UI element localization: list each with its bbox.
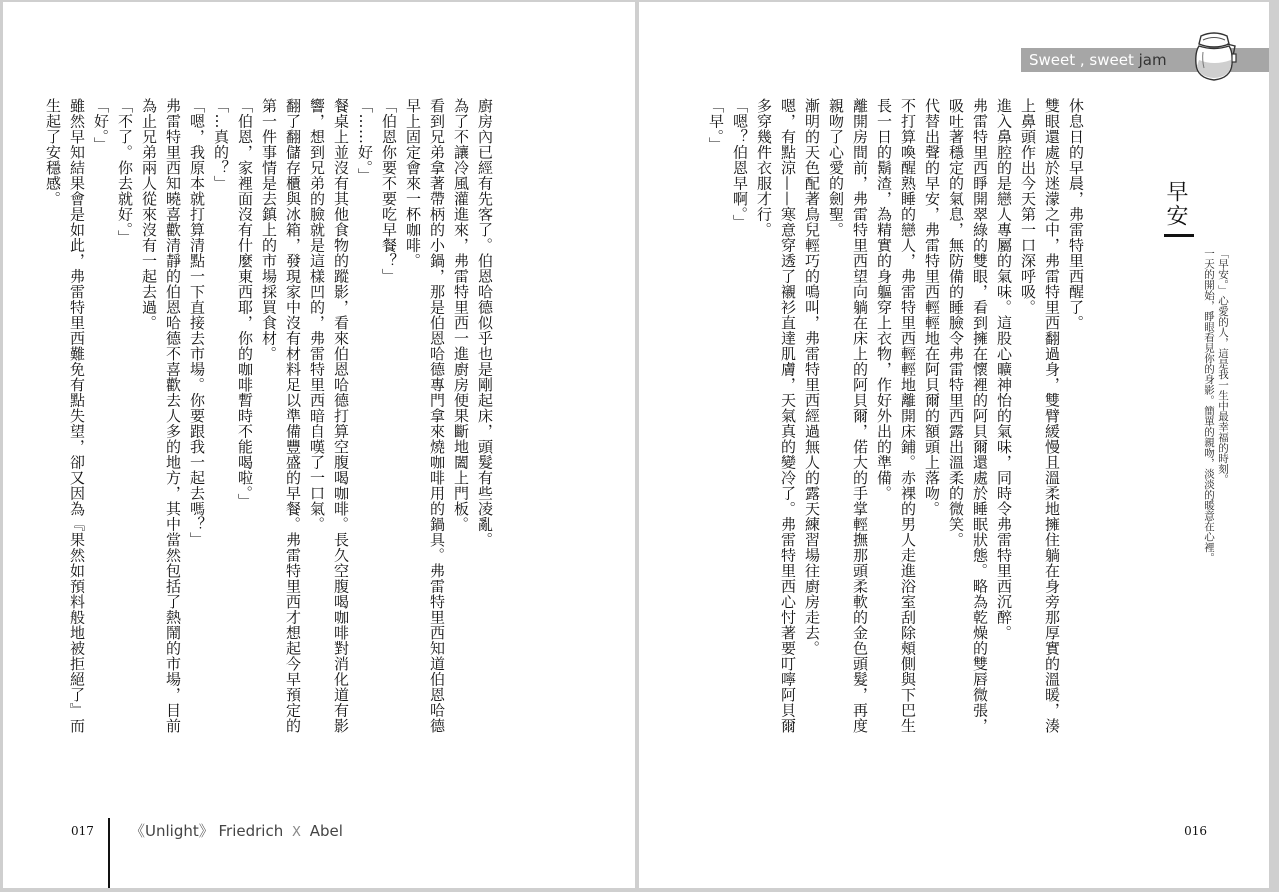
footer-name-2: Abel <box>309 822 343 840</box>
text-line: 第一件事情是去鎮上的市場採買食材。 <box>260 98 278 362</box>
chapter-title-rule <box>1164 234 1194 237</box>
jam-jar-icon <box>1189 30 1239 82</box>
text-line: 「好。」 <box>92 98 110 153</box>
page-number-right: 016 <box>1184 824 1207 838</box>
chapter-title: 早安 <box>1163 180 1188 228</box>
chapter-subtitle-line-2: 「早安。」心愛的人，這是我一生中最幸福的時刻。 <box>1217 248 1229 485</box>
text-line: 「…真的？」 <box>212 98 230 191</box>
header-title-part2: jam <box>1138 51 1167 69</box>
header-title-part1: Sweet , sweet <box>1029 51 1139 69</box>
footer-divider <box>108 818 110 888</box>
text-line: 「伯恩，家裡面沒有什麼東西耶，你的咖啡暫時不能喝啦。」 <box>236 98 254 509</box>
text-line: 弗雷特里西睜開翠綠的雙眼，看到擁在懷裡的阿貝爾還處於睡眠狀態。略為乾燥的雙唇微張， <box>971 98 989 734</box>
footer-prefix: 《Unlight》 <box>130 822 214 840</box>
text-line: 漸明的天色配著鳥兒輕巧的鳴叫，弗雷特里西經過無人的露天練習場往廚房走去。 <box>803 98 821 656</box>
footer-book-title <box>130 820 343 841</box>
text-line: 「不了。你去就好。」 <box>116 98 134 246</box>
footer-name-1: Friedrich <box>218 822 284 840</box>
text-line: 嗯，有點涼——寒意穿透了襯衫直達肌膚，天氣真的變冷了。弗雷特里西心忖著要叮嚀阿貝爾 <box>779 98 797 734</box>
chapter-subtitle-line-1: 一天的開始，睜眼看見你的身影。簡單的親吻，淡淡的暖意在心裡。 <box>1203 248 1215 563</box>
page-number-left: 017 <box>71 824 94 838</box>
text-line: 「……好。」 <box>356 98 374 184</box>
text-line: 看到兄弟拿著帶柄的小鍋，那是伯恩哈德專門拿來燒咖啡用的鍋具。弗雷特里西知道伯恩哈德 <box>428 98 446 734</box>
text-line: 響，想到兄弟的臉就是這樣凹的，弗雷特里西暗自嘆了一口氣。 <box>308 98 326 532</box>
text-line: 離開房間前，弗雷特里西望向躺在床上的阿貝爾，偌大的手掌輕撫那頭柔軟的金色頭髮，再度 <box>851 98 869 734</box>
text-line: 「伯恩你要不要吃早餐？」 <box>380 98 398 284</box>
left-body-text <box>41 98 497 858</box>
text-line: 多穿幾件衣服才行。 <box>755 98 773 238</box>
right-body-text <box>704 98 1088 858</box>
text-line: 雙眼還處於迷濛之中，弗雷特里西翻過身，雙臂緩慢且溫柔地擁住躺在身旁那厚實的溫暖，湊 <box>1043 98 1061 734</box>
text-line: 上鼻頭作出今天第一口深呼吸。 <box>1019 98 1037 315</box>
text-line: 休息日的早晨，弗雷特里西醒了。 <box>1067 98 1085 331</box>
text-line: 長一日的鬍渣，為精實的身軀穿上衣物，作好外出的準備。 <box>875 98 893 501</box>
text-line: 翻了翻儲存櫃與冰箱，發現家中沒有材料足以準備豐盛的早餐。弗雷特里西才想起今早預定的 <box>284 98 302 734</box>
text-line: 早上固定會來一杯咖啡。 <box>404 98 422 269</box>
text-line: 生起了安穩感。 <box>44 98 62 207</box>
text-line: 雖然早知結果會是如此，弗雷特里西難免有點失望，卻又因為『果然如預料般地被拒絕了』而 <box>68 98 86 734</box>
text-line: 為了不讓冷風灌進來，弗雷特里西一進廚房便果斷地闔上門板。 <box>452 98 470 532</box>
text-line: 進入鼻腔的是戀人專屬的氣味。這股心曠神怡的氣味，同時令弗雷特里西沉醉。 <box>995 98 1013 641</box>
text-line: 不打算喚醒熟睡的戀人，弗雷特里西輕輕地離開床鋪。赤裸的男人走進浴室刮除頰側與下巴生 <box>899 98 917 734</box>
text-line: 為止兄弟兩人從來沒有一起去過。 <box>140 98 158 331</box>
text-line: 親吻了心愛的劍聖。 <box>827 98 845 238</box>
footer-separator: X <box>292 825 301 840</box>
text-line: 廚房內已經有先客了。伯恩哈德似乎也是剛起床，頭髮有些凌亂。 <box>476 98 494 548</box>
text-line: 「早。」 <box>707 98 725 153</box>
right-page <box>639 2 1269 888</box>
text-line: 「嗯，我原本就打算清點一下直接去市場。你要跟我一起去嗎？」 <box>188 98 206 548</box>
text-line: 餐桌上並沒有其他食物的蹤影，看來伯恩哈德打算空腹喝咖啡。長久空腹喝咖啡對消化道有影 <box>332 98 350 734</box>
text-line: 「嗯？伯恩早啊。」 <box>731 98 749 230</box>
text-line: 吸吐著穩定的氣息，無防備的睡臉令弗雷特里西露出溫柔的微笑。 <box>947 98 965 548</box>
left-page <box>3 2 635 888</box>
text-line: 弗雷特里西知曉喜歡清靜的伯恩哈德不喜歡去人多的地方，其中當然包括了熱鬧的市場，目前 <box>164 98 182 734</box>
text-line: 代替出聲的早安，弗雷特里西輕輕地在阿貝爾的額頭上落吻。 <box>923 98 941 517</box>
